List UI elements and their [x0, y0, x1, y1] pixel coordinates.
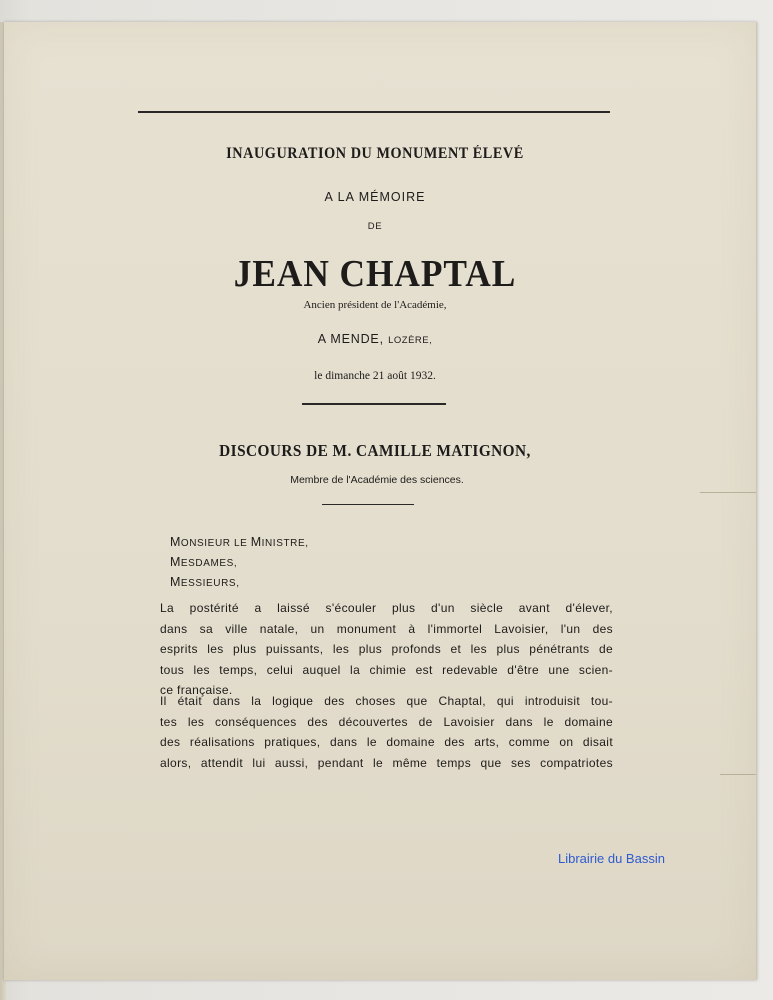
salutation-messieurs: MESSIEURS,	[170, 575, 240, 589]
speaker-affiliation: Membre de l'Académie des sciences.	[290, 474, 464, 486]
event-date: le dimanche 21 août 1932.	[314, 370, 436, 382]
place-city: A MENDE,	[317, 332, 384, 346]
de-line: DE	[367, 221, 383, 232]
short-rule	[322, 504, 414, 505]
paragraph-1	[160, 598, 613, 701]
middle-rule	[302, 403, 446, 405]
speech-title: DISCOURS DE M. CAMILLE MATIGNON,	[219, 441, 531, 460]
text-line: Il était dans la logique des choses que Chaptal, qui introduisit tou-	[160, 694, 613, 708]
honoree-name: JEAN CHAPTAL	[233, 253, 517, 295]
text-line: La postérité a laissé s'écouler plus d'un siècle avant d'élever,	[160, 601, 613, 615]
text-line: ce française.	[160, 683, 233, 697]
memoire-line: A LA MÉMOIRE	[324, 190, 426, 204]
inauguration-heading: INAUGURATION DU MONUMENT ÉLEVÉ	[226, 145, 524, 162]
honoree-role: Ancien président de l'Académie,	[303, 299, 447, 311]
bookseller-watermark: Librairie du Bassin	[558, 851, 665, 866]
place-department: LOZÈRE,	[388, 335, 433, 346]
text-line: esprits les plus puissants, les plus profonds et les plus pénétrants de	[160, 642, 613, 656]
place-line	[0, 332, 750, 346]
text-line: des réalisations pratiques, dans le domaine des arts, comme on disait	[160, 735, 613, 749]
salutation-minister: MONSIEUR LE MINISTRE,	[170, 535, 309, 549]
text-line: tes les conséquences des découvertes de Lavoisier dans le domaine	[160, 714, 613, 729]
text-line: alors, attendit lui aussi, pendant le même temps que ses compatriotes	[160, 755, 613, 770]
text-line: dans sa ville natale, un monument à l'immortel Lavoisier, l'un des	[160, 621, 613, 636]
text-line: tous les temps, celui auquel la chimie est redevable d'être une scien-	[160, 662, 613, 677]
top-rule	[138, 111, 610, 113]
salutation-mesdames: MESDAMES,	[170, 555, 238, 569]
paragraph-2	[160, 691, 613, 773]
